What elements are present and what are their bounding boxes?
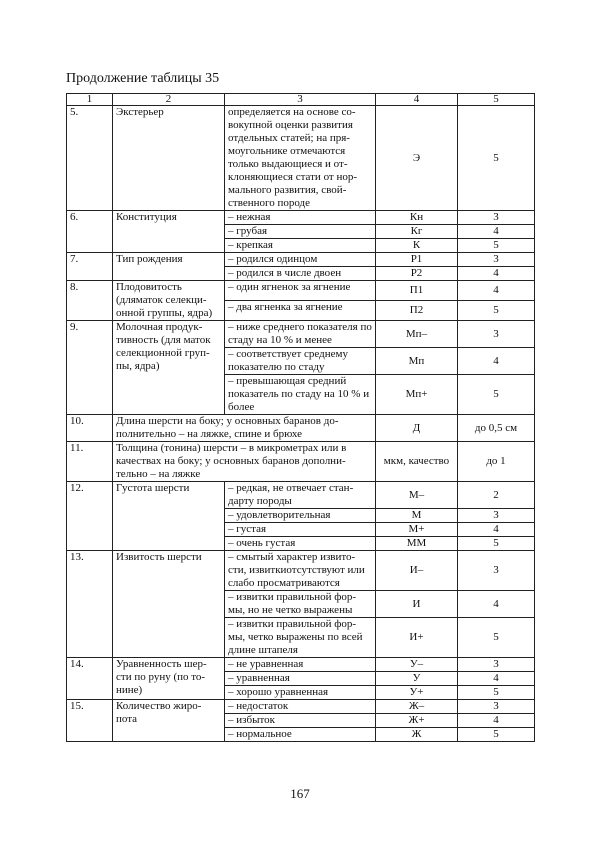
score-cell: 5: [458, 618, 535, 658]
code-cell: мкм, качество: [376, 442, 458, 482]
grade-description: – два ягненка за ягнение: [225, 301, 376, 321]
row-number: 11.: [67, 442, 113, 482]
code-cell: Кн: [376, 211, 458, 225]
table-row: [67, 658, 535, 672]
grade-description: – удовлетворительная: [225, 509, 376, 523]
code-cell: И+: [376, 618, 458, 658]
grade-description: – родился одинцом: [225, 253, 376, 267]
score-cell: до 1: [458, 442, 535, 482]
score-cell: 5: [458, 537, 535, 551]
code-cell: П2: [376, 301, 458, 321]
data-table: [66, 93, 535, 742]
table-row: [67, 482, 535, 509]
indicator-name: Количество жиро-пота: [113, 700, 225, 742]
indicator-name: Уравненность шер-сти по руну (по то-нине): [113, 658, 225, 700]
row-number: 6.: [67, 211, 113, 253]
grade-description: – соответствует среднему показателю по стаду: [225, 348, 376, 375]
code-cell: Мп+: [376, 375, 458, 415]
row-number: 15.: [67, 700, 113, 742]
code-cell: Р2: [376, 267, 458, 281]
code-cell: И–: [376, 551, 458, 591]
grade-description: – недостаток: [225, 700, 376, 714]
score-cell: 4: [458, 348, 535, 375]
code-cell: У: [376, 672, 458, 686]
grade-description: – очень густая: [225, 537, 376, 551]
code-cell: М: [376, 509, 458, 523]
code-cell: Ж: [376, 728, 458, 742]
grade-description: – густая: [225, 523, 376, 537]
table-row: [67, 106, 535, 211]
score-cell: 3: [458, 700, 535, 714]
grade-description: – один ягненок за ягнение: [225, 281, 376, 301]
score-cell: 3: [458, 551, 535, 591]
header-cell: 1: [67, 94, 113, 106]
indicator-name: Тип рождения: [113, 253, 225, 281]
code-cell: Кг: [376, 225, 458, 239]
table-row: [67, 700, 535, 714]
score-cell: 4: [458, 225, 535, 239]
code-cell: Мп–: [376, 321, 458, 348]
score-cell: 4: [458, 591, 535, 618]
code-cell: И: [376, 591, 458, 618]
score-cell: 5: [458, 106, 535, 211]
score-cell: 5: [458, 728, 535, 742]
row-number: 10.: [67, 415, 113, 442]
code-cell: У–: [376, 658, 458, 672]
row-number: 9.: [67, 321, 113, 415]
table-row: [67, 551, 535, 591]
row-number: 12.: [67, 482, 113, 551]
indicator-name: Конституция: [113, 211, 225, 253]
header-cell: 3: [225, 94, 376, 106]
table-row: [67, 415, 535, 442]
grade-description: – извитки правильной фор-мы, но не четко выражены: [225, 591, 376, 618]
indicator-name: Извитость шерсти: [113, 551, 225, 658]
row-number: 13.: [67, 551, 113, 658]
score-cell: до 0,5 см: [458, 415, 535, 442]
table-caption: Продолжение таблицы 35: [66, 71, 220, 86]
grade-description: – нормальное: [225, 728, 376, 742]
grade-description: – уравненная: [225, 672, 376, 686]
score-cell: 3: [458, 211, 535, 225]
page-number: 167: [290, 786, 310, 801]
table-row: [67, 253, 535, 267]
score-cell: 2: [458, 482, 535, 509]
grade-description: – крепкая: [225, 239, 376, 253]
score-cell: 3: [458, 509, 535, 523]
grade-description: – редкая, не отвечает стан-дарту породы: [225, 482, 376, 509]
score-cell: 4: [458, 281, 535, 301]
indicator-name: Густота шерсти: [113, 482, 225, 551]
grade-description: – избыток: [225, 714, 376, 728]
grade-description: – нежная: [225, 211, 376, 225]
score-cell: 4: [458, 523, 535, 537]
grade-description: – превышающая средний показатель по стаду на 10 % и более: [225, 375, 376, 415]
score-cell: 4: [458, 267, 535, 281]
grade-description: – грубая: [225, 225, 376, 239]
grade-description: – не уравненная: [225, 658, 376, 672]
row-number: 5.: [67, 106, 113, 211]
score-cell: 3: [458, 253, 535, 267]
score-cell: 3: [458, 658, 535, 672]
score-cell: 5: [458, 375, 535, 415]
grade-description: – извитки правильной фор-мы, четко выражены по всей длине штапеля: [225, 618, 376, 658]
grade-description: определяется на основе со-вокупной оценки развития отдельных статей; на пря-моугольнике отмечаются только выдающиеся и от-клоняющиеся стати от нор-мального развития, свой-ственного породе: [225, 106, 376, 211]
code-cell: У+: [376, 686, 458, 700]
indicator-name: Плодовитость (дляматок селекци-онной группы, ядра): [113, 281, 225, 321]
header-cell: 5: [458, 94, 535, 106]
score-cell: 5: [458, 301, 535, 321]
row-number: 8.: [67, 281, 113, 321]
table-row: [67, 211, 535, 225]
header-row: [67, 94, 535, 106]
row-number: 7.: [67, 253, 113, 281]
table-row: [67, 321, 535, 348]
header-cell: 2: [113, 94, 225, 106]
code-cell: Р1: [376, 253, 458, 267]
table-row: [67, 281, 535, 301]
indicator-text: Толщина (тонина) шерсти – в микрометрах или в качествах на боку; у основных баранов дополни-тельно – на ляжке: [113, 442, 376, 482]
code-cell: Э: [376, 106, 458, 211]
score-cell: 4: [458, 672, 535, 686]
grade-description: – ниже среднего показателя по стаду на 10 % и менее: [225, 321, 376, 348]
table-row: [67, 442, 535, 482]
grade-description: – хорошо уравненная: [225, 686, 376, 700]
indicator-name: Экстерьер: [113, 106, 225, 211]
score-cell: 4: [458, 714, 535, 728]
header-cell: 4: [376, 94, 458, 106]
code-cell: Мп: [376, 348, 458, 375]
score-cell: 3: [458, 321, 535, 348]
code-cell: М–: [376, 482, 458, 509]
code-cell: Д: [376, 415, 458, 442]
code-cell: Ж+: [376, 714, 458, 728]
code-cell: П1: [376, 281, 458, 301]
score-cell: 5: [458, 239, 535, 253]
indicator-text: Длина шерсти на боку; у основных баранов до-полнительно – на ляжке, спине и брюхе: [113, 415, 376, 442]
score-cell: 5: [458, 686, 535, 700]
code-cell: Ж–: [376, 700, 458, 714]
code-cell: ММ: [376, 537, 458, 551]
indicator-name: Молочная продук-тивность (для маток селекционной груп-пы, ядра): [113, 321, 225, 415]
code-cell: К: [376, 239, 458, 253]
grade-description: – родился в числе двоен: [225, 267, 376, 281]
grade-description: – смытый характер извито-сти, извиткиотсутствуют или слабо просматриваются: [225, 551, 376, 591]
code-cell: М+: [376, 523, 458, 537]
row-number: 14.: [67, 658, 113, 700]
